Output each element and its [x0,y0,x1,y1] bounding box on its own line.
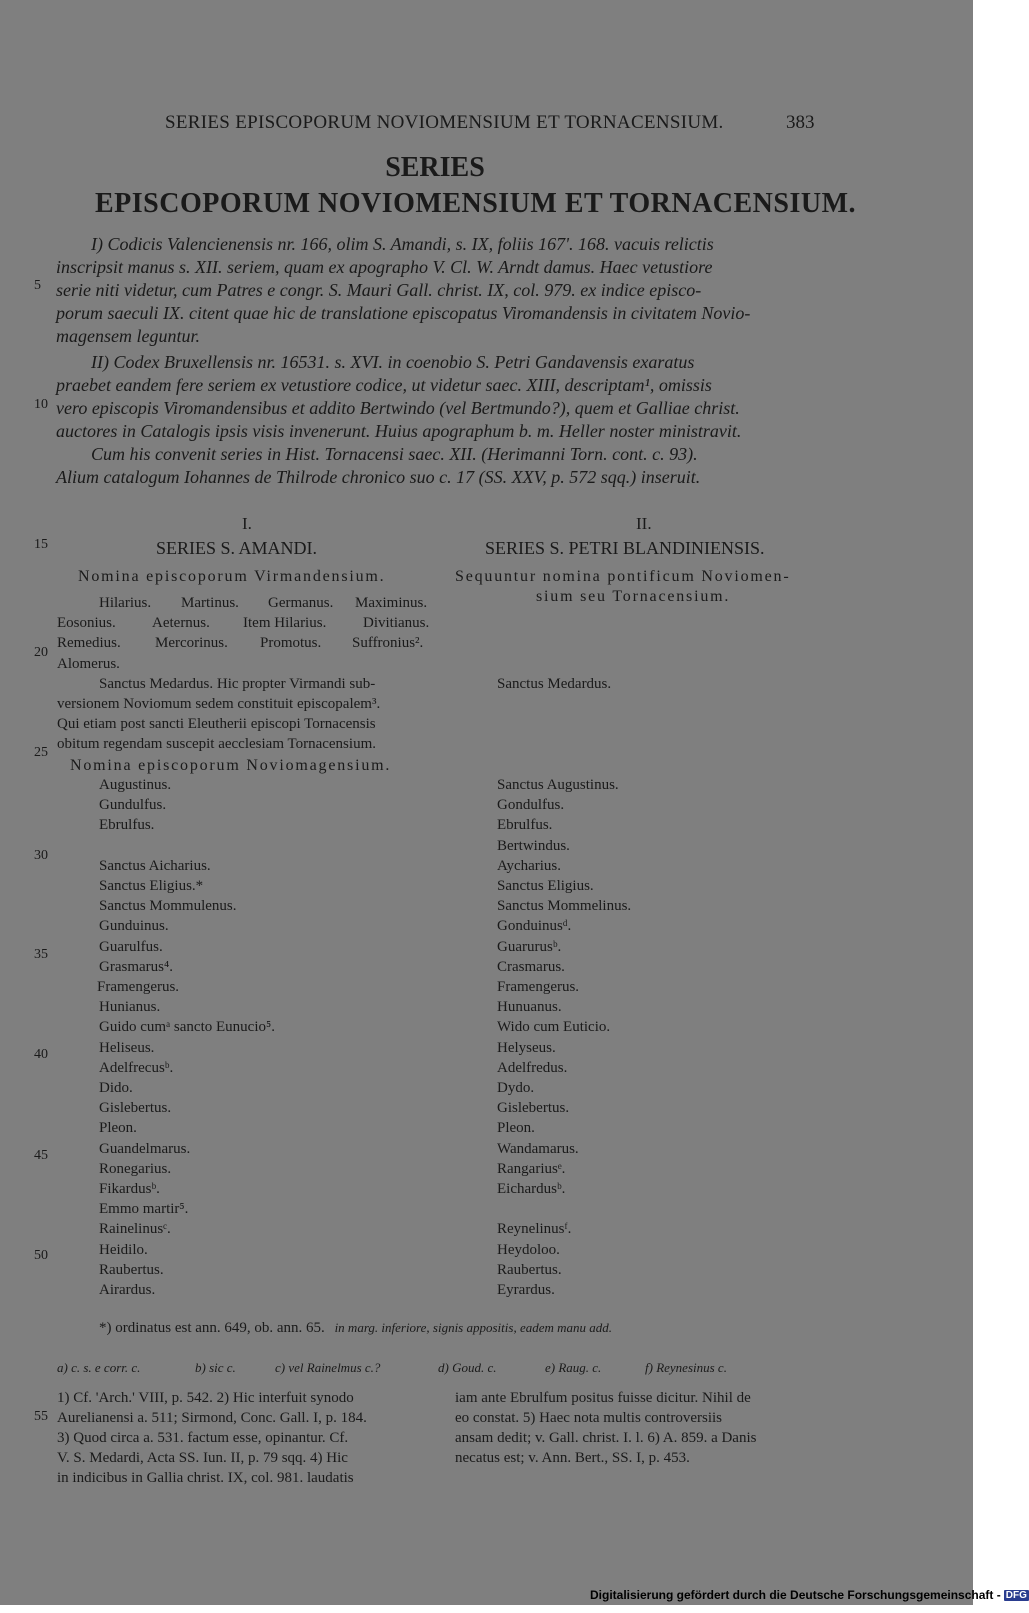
margin-line-number: 30 [34,848,48,863]
medard-passage-line: obitum regendam suscepit aecclesiam Tornacensium. [57,736,376,752]
margin-line-number: 55 [34,1409,48,1424]
bishop-name: Maximinus. [355,595,428,611]
column-2-bishop-name: Adelfredus. [497,1059,568,1076]
column-1-bishop-name: Guido cumᵃ sancto Eunucio⁵. [99,1019,275,1036]
bishop-name: Mercorinus. [155,635,228,651]
intro-line: vero episcopis Viromandensibus et addito Bertwindo (vel Bertmundo?), quem et Galliae christ. [56,398,740,418]
bishop-name: Germanus. [268,595,334,611]
column-2-bishop-name: Dydo. [497,1080,535,1096]
column-1-bishop-name: Emmo martir⁵. [99,1201,189,1218]
column-2-subheading-line-2: sium seu Tornacensium. [536,588,731,605]
margin-line-number: 45 [34,1148,48,1163]
column-2-bishop-name: Reynelinusᶠ. [497,1221,572,1238]
variant-note: a) c. s. e corr. c. [57,1360,141,1375]
column-2-bishop-name: Aycharius. [497,857,562,874]
column-2-bishop-name: Sanctus Augustinus. [497,777,619,793]
intro-line: magensem leguntur. [56,326,200,346]
column-1-numeral: I. [242,514,252,533]
intro-line: auctores in Catalogis ipsis visis invenerunt. Huius apographum b. m. Heller noster ministravit. [56,421,742,441]
margin-line-number: 25 [34,745,48,760]
column-2-bishop-name: Ebrulfus. [497,817,553,834]
bishop-name: Remedius. [57,635,121,651]
intro-line: serie niti videtur, cum Patres e congr. S. Mauri Gall. christ. IX, col. 979. ex indice episco- [56,280,702,300]
column-1-bishop-name: Ronegarius. [99,1160,172,1177]
bishop-name: Hilarius. [99,595,152,611]
column-2-bishop-name: Eyrardus. [497,1282,555,1298]
variant-note: f) Reynesinus c. [645,1360,727,1375]
column-2-bishop-name: Raubertus. [497,1261,562,1278]
column-2-bishop-name: Guarurusᵇ. [497,938,562,955]
column-2-bishop-name: Crasmarus. [497,958,565,975]
page-number: 383 [786,112,815,133]
footnote-right-line: iam ante Ebrulfum positus fuisse dicitur. Nihil de [455,1390,751,1406]
medard-passage-line: Sanctus Medardus. Hic propter Virmandi sub- [99,676,376,692]
column-2-bishop-name: Rangariusᵉ. [497,1160,566,1177]
column-2-bishop-name: Gondulfus. [497,797,565,814]
column-2-bishop-name: Helyseus. [497,1039,556,1056]
column-2-heading: SERIES S. PETRI BLANDINIENSIS. [485,538,765,558]
medard-passage-line: versionem Noviomum sedem constituit episcopalem³. [57,696,381,712]
column-1-bishop-name: Pleon. [99,1120,137,1137]
intro-line: praebet eandem fere seriem ex vetustiore codice, ut videtur saec. XIII, descriptam¹, omissis [56,375,712,395]
column-1-subheading: Nomina episcoporum Virmandensium. [78,568,386,585]
column-2-bishop-name: Sanctus Mommelinus. [497,898,632,915]
column-1-bishop-name: Hunianus. [99,999,161,1016]
dfg-credit [590,1588,1029,1602]
variant-note: b) sic c. [195,1360,236,1375]
column-2-bishop-name: Sanctus Eligius. [497,878,594,894]
footnote-left-line: 3) Quod circa a. 531. factum esse, opinantur. Cf. [57,1430,349,1446]
column-2-bishop-name: Wandamarus. [497,1140,579,1157]
intro-line: I) Codicis Valencienensis nr. 166, olim S. Amandi, s. IX, foliis 167'. 168. vacuis relictis [91,234,714,254]
variant-note: d) Goud. c. [438,1360,497,1375]
column-2-bishop-name: Heydoloo. [497,1241,560,1258]
column-1-bishop-name: Gislebertus. [99,1100,172,1117]
column-2-bishop-name: Gonduinusᵈ. [497,918,572,935]
column-1-heading: SERIES S. AMANDI. [156,538,318,558]
alomerus-entry: Alomerus. [57,656,120,672]
intro-line: porum saeculi IX. citent quae hic de translatione episcopatus Viromandensis in civitatem Novio- [56,303,751,323]
column-1-bishop-name: Framengerus. [97,979,180,995]
column-2-bishop-name: Gislebertus. [497,1100,570,1117]
column-1-bishop-name: Guandelmarus. [99,1140,191,1157]
column-1-bishop-name: Grasmarus⁴. [99,958,173,975]
column-2-medard: Sanctus Medardus. [497,676,612,692]
margin-line-number: 35 [34,947,48,962]
column-2-bishop-name: Framengerus. [497,979,580,995]
bishop-name: Item Hilarius. [243,615,327,631]
dfg-logo: DFG [1005,1590,1027,1601]
variant-note: c) vel Rainelmus c.? [275,1360,381,1375]
star-footnote-text: *) ordinatus est ann. 649, ob. ann. 65. [99,1320,325,1336]
bishop-name: Martinus. [181,595,239,611]
footnote-left-line: V. S. Medardi, Acta SS. Iun. II, p. 79 sqq. 4) Hic [57,1450,348,1466]
column-2-bishop-name: Pleon. [497,1120,535,1137]
bishop-name: Suffronius². [352,635,424,651]
dfg-credit-text: Digitalisierung gefördert durch die Deutsche Forschungsgemeinschaft - [590,1588,1001,1602]
column-2-subheading-line-1: Sequuntur nomina pontificum Noviomen- [455,568,791,585]
column-2-numeral: II. [636,514,652,533]
column-1-bishop-name: Heliseus. [99,1039,155,1056]
column-2-bishop-name: Bertwindus. [497,837,570,854]
bishop-name: Divitianus. [363,615,430,631]
margin-line-number: 50 [34,1248,48,1263]
bishop-name: Aeternus. [152,615,210,631]
footnote-right-line: ansam dedit; v. Gall. christ. I. l. 6) A. 859. a Danis [455,1430,757,1446]
column-1-bishop-name: Gundulfus. [99,797,167,814]
column-1-bishop-name: Guarulfus. [99,938,163,955]
intro-line: Cum his convenit series in Hist. Tornacensi saec. XII. (Herimanni Torn. cont. c. 93). [91,444,698,464]
column-1-bishop-name: Heidilo. [99,1241,148,1258]
running-title: SERIES EPISCOPORUM NOVIOMENSIUM ET TORNACENSIUM. [165,112,724,133]
footnote-right-line: necatus est; v. Ann. Bert., SS. I, p. 453. [455,1450,690,1466]
column-1-bishop-name: Gunduinus. [99,918,169,935]
intro-line: inscripsit manus s. XII. seriem, quam ex apographo V. Cl. W. Arndt damus. Haec vetustiore [56,257,713,277]
column-1-bishop-name: Adelfrecusᵇ. [99,1059,174,1076]
margin-line-number: 20 [34,645,48,660]
column-2-bishop-name: Hunuanus. [497,999,562,1016]
column-1-bishop-name: Airardus. [99,1282,156,1298]
bishop-name: Eosonius. [57,615,116,631]
column-2-bishop-name: Wido cum Euticio. [497,1019,611,1036]
column-1-bishop-name: Sanctus Eligius.* [99,878,204,894]
column-1-bishop-name: Raubertus. [99,1261,164,1278]
variant-note: e) Raug. c. [545,1360,602,1375]
column-1-bishop-name: Ebrulfus. [99,817,155,834]
intro-line: II) Codex Bruxellensis nr. 16531. s. XVI. in coenobio S. Petri Gandavensis exaratus [91,352,695,372]
margin-line-number: 15 [34,537,48,552]
title-line-1: SERIES [385,152,485,183]
footnote-left-line: Aurelianensi a. 511; Sirmond, Conc. Gall. I, p. 184. [57,1410,367,1426]
column-1-bishop-name: Sanctus Mommulenus. [99,898,237,915]
margin-line-number: 40 [34,1047,48,1062]
column-1-bishop-name: Augustinus. [99,777,172,793]
column-1-bishop-name: Dido. [99,1080,133,1096]
margin-line-number: 5 [34,278,41,293]
star-footnote [99,1320,612,1337]
footnote-left-line: in indicibus in Gallia christ. IX, col. 981. laudatis [57,1470,354,1486]
title-line-2: EPISCOPORUM NOVIOMENSIUM ET TORNACENSIUM. [95,188,857,219]
margin-line-number: 10 [34,397,48,412]
footnote-right-line: eo constat. 5) Haec nota multis controversiis [455,1410,723,1426]
footnote-left-line: 1) Cf. 'Arch.' VIII, p. 542. 2) Hic interfuit synodo [57,1390,354,1406]
column-1-bishop-name: Sanctus Aicharius. [99,857,211,874]
column-1-bishop-name: Rainelinusᶜ. [99,1221,171,1238]
column-1-subheading-2: Nomina episcoporum Noviomagensium. [70,757,392,774]
intro-line: Alium catalogum Iohannes de Thilrode chronico suo c. 17 (SS. XXV, p. 572 sqq.) inseruit. [56,467,701,487]
star-footnote-italic: in marg. inferiore, signis appositis, eadem manu add. [334,1320,613,1335]
bishop-name: Promotus. [260,635,322,651]
column-2-bishop-name: Eichardusᵇ. [497,1181,566,1197]
column-1-bishop-name: Fikardusᵇ. [99,1181,160,1197]
medard-passage-line: Qui etiam post sancti Eleutherii episcopi Tornacensis [57,716,376,732]
